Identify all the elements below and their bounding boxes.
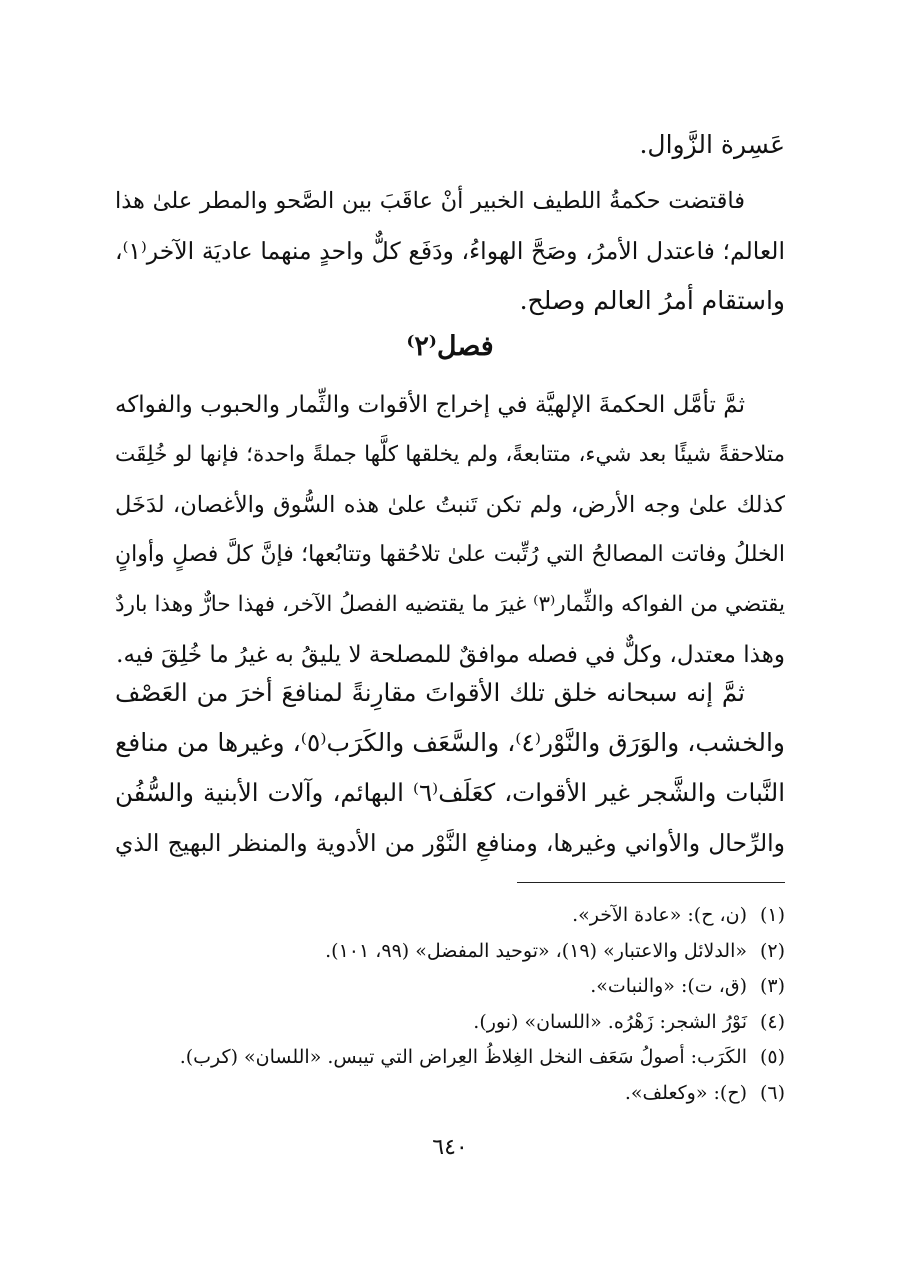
paragraph-line: يقتضي من الفواكه والثِّمار⁽٣⁾ غيرَ ما يقتضيه الفصلُ الآخر، فهذا حارٌّ وهذا باردٌ <box>115 592 785 617</box>
footnote-number: (٦) <box>759 1081 785 1104</box>
footnote-separator <box>517 882 785 883</box>
paragraph-line: والخشب، والوَرَق والنَّوْر⁽٤⁾، والسَّعَف والكَرَب⁽٥⁾، وغيرها من منافع <box>115 728 785 757</box>
footnotes <box>115 898 785 1111</box>
paragraph-line: ثمَّ إنه سبحانه خلق تلك الأقواتَ مقارِنةً لمنافعَ أخرَ من العَصْف <box>115 678 745 707</box>
section-heading: فصل⁽٢⁾ <box>406 331 494 362</box>
paragraph-line: العالم؛ فاعتدل الأمرُ، وصَحَّ الهواءُ، ودَفَع كلٌّ واحدٍ منهما عاديَة الآخر⁽١⁾، <box>115 237 785 265</box>
footnote-number: (٥) <box>759 1046 785 1068</box>
paragraph-line: والرِّحال والأواني وغيرها، ومنافعِ النَّوْر من الأدوية والمنظر البهيج الذي <box>115 829 785 857</box>
footnote-text: «الدلائل والاعتبار» (١٩)، «توحيد المفضل» (٩٩، ١٠١). <box>325 939 747 962</box>
footnote <box>115 934 785 970</box>
footnote-text: نَوْرُ الشجر: زَهْرُه. «اللسان» (نور). <box>473 1010 747 1033</box>
footnote <box>115 1040 785 1076</box>
paragraph-2 <box>115 380 785 680</box>
paragraph-line: ثمَّ تأمَّل الحكمةَ الإلهيَّة في إخراج الأقوات والثِّمار والحبوب والفواكه <box>115 392 745 418</box>
paragraph-line: كذلك علىٰ وجه الأرض، ولم تكن تَنبتُ علىٰ هذه السُّوق والأغصان، لدَخَل <box>115 492 785 518</box>
footnote-text: (ق، ت): «والنبات». <box>590 975 747 997</box>
paragraph-line: وهذا معتدل، وكلٌّ في فصله موافقٌ للمصلحة لا يليقُ به غيرُ ما خُلِقَ فيه. <box>116 642 785 668</box>
footnote <box>115 1005 785 1041</box>
paragraph-continuation <box>115 120 785 170</box>
footnote <box>115 969 785 1005</box>
footnote-number: (١) <box>759 904 785 926</box>
paragraph-line: النَّبات والشَّجر غير الأقوات، كعَلَف⁽٦⁾ البهائم، وآلات الأبنية والسُّفُن <box>115 778 785 807</box>
footnote-number: (٤) <box>759 1010 785 1033</box>
footnote-number: (٣) <box>759 975 785 997</box>
page-number: ٦٤٠ <box>432 1135 468 1160</box>
footnote <box>115 898 785 934</box>
footnote <box>115 1076 785 1112</box>
paragraph-3 <box>115 668 785 868</box>
footnote-text: (ن، ح): «عادة الآخر». <box>572 904 747 926</box>
paragraph-line: الخللُ وفاتت المصالحُ التي رُتِّبت علىٰ تلاحُقها وتتابُعها؛ فإنَّ كلَّ فصلٍ وأوانٍ <box>115 542 785 567</box>
paragraph-line: متلاحقةً شيئًا بعد شيء، متتابعةً، ولم يخلقها كلَّها جملةً واحدة؛ فإنها لو خُلِقَت <box>115 442 785 467</box>
paragraph-line: واستقام أمرُ العالم وصلح. <box>519 286 785 315</box>
paragraph-line: فاقتضت حكمةُ اللطيف الخبير أنْ عاقَبَ بين الصَّحو والمطر علىٰ هذا <box>115 188 745 214</box>
footnote-number: (٢) <box>759 939 785 962</box>
footnote-text: الكَرَب: أصولُ سَعَف النخل الغِلاظُ العِراض التي تيبس. «اللسان» (كرب). <box>179 1046 747 1068</box>
paragraph-line: عَسِرة الزَّوال. <box>639 130 785 159</box>
paragraph-1 <box>115 176 785 326</box>
footnote-text: (ح): «وكعلف». <box>624 1081 747 1104</box>
